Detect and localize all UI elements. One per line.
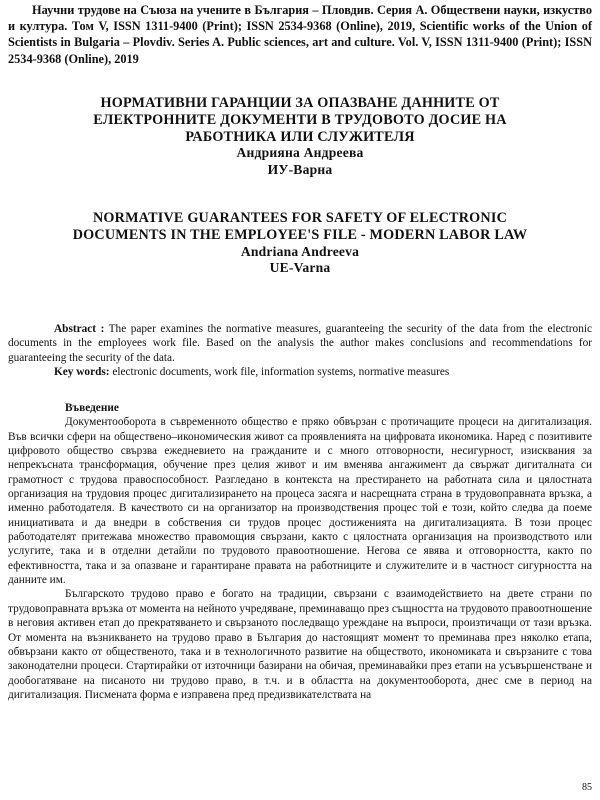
en-title-line: NORMATIVE GUARANTEES FOR SAFETY OF ELECTRONIC — [92, 210, 508, 226]
en-affiliation: UE-Varna — [269, 260, 331, 276]
bg-title-line: РАБОТНИКА ИЛИ СЛУЖИТЕЛЯ — [185, 128, 415, 145]
abstract-section — [8, 322, 592, 379]
en-author-name: Andriana Andreeva — [240, 243, 360, 259]
introduction-heading: Въведение — [65, 402, 119, 414]
en-title-line: DOCUMENTS IN THE EMPLOYEE'S FILE - MODERN LABOR LAW — [72, 226, 528, 243]
bg-title-line: НОРМАТИВНИ ГАРАНЦИИ ЗА ОПАЗВАНЕ ДАННИТЕ ОТ — [100, 95, 500, 111]
abstract-paragraph — [8, 322, 592, 365]
body-paragraph: Документооборота в съвременното общество е пряко обвързан с протичащите процеси на дигитализация. Във всички сфери на обществено–икономическия живот са проявленията на цифровата икономика. Наред с позитивите цифровото общество свързва ежедневието на гражданите и с много отговорности, несигурност, изисквания за непрекъсната трансформация, обучение през целия живот и им вменява ангажимент да свържат дигиталната си грамотност с трудова правоспособност. Разгледано в контекста на престирането на работната сила и цялостната организация на трудовия процес дигитализирането на процеса засяга и насрещната страна в трудовоправната връзка, а именно работодателя. В качеството си на организатор на производствения процес той е този, който следва да поеме инициативата и да внедри в собствения си трудов процес достиженията на дигитализацията. В този процес работодателят притежава множество правомощия свързани, както с цялостната организация на производството или услугите, така и в отделни детайли по трудовото правоотношение. Негова се явява и отговорността, както по ефективността, така и за опазване и гарантиране правата на работниците и служителите и в частност сигурността на данните им. — [8, 416, 592, 587]
page-number: 85 — [582, 782, 592, 793]
keywords-paragraph — [8, 365, 592, 379]
introduction-section — [8, 401, 592, 702]
abstract-label: Abstract : — [54, 323, 105, 335]
bg-title-line: ЕЛЕКТРОННИТЕ ДОКУМЕНТИ В ТРУДОВОТО ДОСИЕ НА — [93, 111, 507, 128]
abstract-text: The paper examines the normative measures, guaranteeing the security of the data from the electronic documents in the employees work file. Based on the analysis the author makes conclusions and recommendations for guaranteeing the security of the data. — [8, 323, 592, 364]
english-title-block — [0, 210, 600, 277]
bg-affiliation: ИУ-Варна — [267, 161, 333, 177]
keywords-label: Key words: — [54, 365, 110, 378]
keywords-text: electronic documents, work file, information systems, normative measures — [109, 365, 450, 378]
body-paragraph: Българското трудово право е богато на традиции, свързани с взаимодействието на двете страни по трудовоправната връзка от момента на нейното учредяване, преминаващо през същността на трудовото правоотношение в неговия активен етап до прекратяването и свързаното последващо уреждане на въпроси, произтичащи от тази връзка. От момента на възникването на трудово право в България до настоящият момент то преминава през няколко етапа, обвързани както от общественото, така и в технологичното развитие на обществото, икономиката и свързаните с това законодателни процеси. Стартирайки от източници базирани на обичая, преминавайки през етапи на усъвършенстване и дообогатяване на писаното ни трудово право, в т.ч. и в областта на документооборота, днес сме в период на дигитализация. Писмената форма е изправена пред предизвикателствата на — [8, 588, 592, 701]
bg-author-name: Андрияна Андреева — [236, 145, 364, 161]
bulgarian-title-block — [0, 95, 600, 178]
journal-citation-header: Научни трудове на Съюза на учените в България – Пловдив. Серия А. Обществени науки, изкуство и култура. Том V, ISSN 1311-9400 (Print); ISSN 2534-9368 (Online), 2019, Scientific works of the Union of Scientists in Bulgaria – Plovdiv. Series A. Public sciences, art and culture. Vol. V, ISSN 1311-9400 (Print); ISSN 2534-9368 (Online), 2019 — [8, 3, 592, 66]
